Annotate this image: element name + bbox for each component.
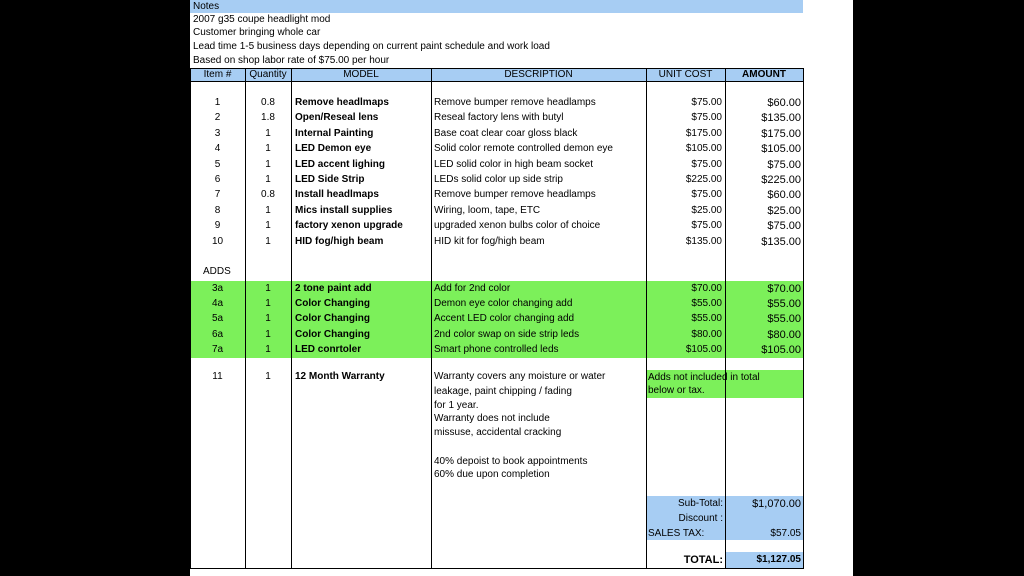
- row-item-number: 3: [214, 127, 221, 139]
- row-item-number: 2: [214, 112, 221, 124]
- row-item-number: 5a: [211, 313, 224, 325]
- notes-header: Notes: [193, 1, 220, 12]
- row-description: Accent LED color changing add: [434, 313, 575, 325]
- row-amount: $75.00: [767, 220, 801, 233]
- row-unit-cost: $75.00: [691, 158, 722, 170]
- row-item-number: 6: [214, 174, 221, 185]
- warranty-desc-line: Warranty does not include: [434, 413, 550, 424]
- row-item-number: 10: [211, 235, 224, 247]
- row-item-number: 4a: [211, 298, 224, 310]
- adds-note-line: below or tax.: [648, 385, 705, 396]
- row-description: upgraded xenon bulbs color of choice: [434, 220, 601, 232]
- row-model: LED accent lighing: [295, 158, 386, 170]
- column-header-quantity: Quantity: [249, 69, 287, 80]
- column-header-description: DESCRIPTION: [504, 69, 573, 80]
- notes-header-band: [190, 0, 803, 13]
- row-amount: $135.00: [761, 235, 801, 248]
- column-header-model: MODEL: [343, 69, 379, 80]
- row-description: LED solid color in high beam socket: [434, 158, 593, 170]
- sales-tax-value: $57.05: [770, 528, 801, 539]
- row-model: LED Side Strip: [295, 174, 365, 185]
- row-unit-cost: $175.00: [685, 127, 722, 139]
- row-unit-cost: $80.00: [691, 328, 722, 340]
- row-quantity: 1: [265, 204, 271, 216]
- row-description: Wiring, loom, tape, ETC: [434, 204, 541, 216]
- row-amount: $105.00: [761, 343, 801, 356]
- row-model: Remove headlmaps: [295, 97, 389, 108]
- row-model: 2 tone paint add: [295, 283, 372, 294]
- discount-label: Discount :: [678, 513, 723, 524]
- row-quantity: 1: [265, 220, 271, 232]
- payment-terms-line: 60% due upon completion: [434, 469, 550, 480]
- row-quantity: 1: [265, 174, 271, 185]
- row-quantity: 1: [265, 328, 271, 340]
- row-amount: $55.00: [767, 313, 801, 326]
- payment-terms-line: 40% depoist to book appointments: [434, 456, 588, 467]
- row-quantity: 1: [265, 343, 271, 355]
- row-quantity: 0.8: [261, 189, 275, 201]
- warranty-desc-line: missuse, accidental cracking: [434, 427, 562, 438]
- row-model: Install headlmaps: [295, 189, 379, 201]
- subtotal-label: Sub-Total:: [677, 498, 723, 509]
- notes-line-2: Customer bringing whole car: [193, 27, 321, 38]
- row-description: Solid color remote controlled demon eye: [434, 143, 613, 155]
- row-quantity: 1: [265, 313, 271, 325]
- row-model: Mics install supplies: [295, 204, 393, 216]
- row-description: HID kit for fog/high beam: [434, 235, 545, 247]
- row-unit-cost: $135.00: [685, 235, 722, 247]
- row-quantity: 0.8: [261, 97, 275, 108]
- total-label: TOTAL:: [683, 554, 723, 566]
- row-item-number: 5: [214, 158, 221, 170]
- subtotal-value: $1,070.00: [752, 498, 801, 510]
- row-description: Base coat clear coar gloss black: [434, 127, 578, 139]
- sales-tax-label: SALES TAX:: [648, 528, 705, 539]
- adds-note-line: Adds not included in total: [648, 372, 760, 383]
- row-description: Demon eye color changing add: [434, 298, 573, 310]
- row-amount: $135.00: [761, 112, 801, 125]
- row-unit-cost: $75.00: [691, 97, 722, 108]
- row-model: Open/Reseal lens: [295, 112, 379, 124]
- adds-label: ADDS: [203, 266, 231, 277]
- row-model: LED conrtoler: [295, 343, 362, 355]
- row-amount: $75.00: [767, 158, 801, 171]
- row-amount: $55.00: [767, 298, 801, 311]
- row-model: Internal Painting: [295, 127, 374, 139]
- row-description: Smart phone controlled leds: [434, 343, 559, 355]
- row-amount: $80.00: [767, 328, 801, 341]
- warranty-item-number: 11: [212, 371, 223, 382]
- row-unit-cost: $225.00: [685, 174, 722, 185]
- row-unit-cost: $105.00: [685, 343, 722, 355]
- row-description: Reseal factory lens with butyl: [434, 112, 564, 124]
- row-unit-cost: $70.00: [691, 283, 722, 294]
- row-unit-cost: $75.00: [691, 189, 722, 201]
- row-description: Remove bumper remove headlamps: [434, 189, 596, 201]
- row-item-number: 1: [214, 97, 221, 108]
- row-amount: $105.00: [761, 143, 801, 156]
- row-model: LED Demon eye: [295, 143, 372, 155]
- row-model: HID fog/high beam: [295, 235, 384, 247]
- row-quantity: 1: [265, 158, 271, 170]
- row-amount: $25.00: [767, 204, 801, 217]
- row-item-number: 7a: [211, 343, 224, 355]
- row-item-number: 9: [214, 220, 221, 232]
- row-amount: $70.00: [767, 283, 801, 295]
- row-amount: $60.00: [767, 97, 801, 109]
- row-unit-cost: $55.00: [691, 298, 722, 310]
- row-item-number: 8: [214, 204, 221, 216]
- notes-line-1: 2007 g35 coupe headlight mod: [193, 14, 331, 25]
- column-header-item: Item #: [203, 69, 232, 80]
- warranty-quantity: 1: [265, 371, 271, 382]
- row-item-number: 7: [214, 189, 221, 201]
- row-description: 2nd color swap on side strip leds: [434, 328, 580, 340]
- row-model: factory xenon upgrade: [295, 220, 403, 232]
- row-quantity: 1: [265, 283, 271, 294]
- row-amount: $225.00: [761, 174, 801, 186]
- row-quantity: 1: [265, 127, 271, 139]
- row-unit-cost: $25.00: [691, 204, 722, 216]
- row-unit-cost: $55.00: [691, 313, 722, 325]
- notes-line-4: Based on shop labor rate of $75.00 per hour: [193, 55, 390, 66]
- column-header-amount: AMOUNT: [742, 69, 786, 80]
- warranty-desc-line: leakage, paint chipping / fading: [434, 386, 572, 397]
- warranty-model: 12 Month Warranty: [295, 371, 385, 382]
- row-quantity: 1: [265, 143, 271, 155]
- row-description: Remove bumper remove headlamps: [434, 97, 596, 108]
- row-unit-cost: $105.00: [685, 143, 722, 155]
- row-amount: $175.00: [761, 127, 801, 140]
- row-description: LEDs solid color up side strip: [434, 174, 563, 185]
- notes-line-3: Lead time 1-5 business days depending on current paint schedule and work load: [193, 41, 550, 52]
- row-unit-cost: $75.00: [691, 220, 722, 232]
- row-description: Add for 2nd color: [434, 283, 511, 294]
- row-amount: $60.00: [767, 189, 801, 202]
- row-quantity: 1: [265, 235, 271, 247]
- warranty-desc-line: Warranty covers any moisture or water: [434, 371, 606, 382]
- row-model: Color Changing: [295, 298, 370, 310]
- warranty-desc-line: for 1 year.: [434, 400, 479, 411]
- row-model: Color Changing: [295, 313, 370, 325]
- row-item-number: 3a: [211, 283, 224, 294]
- row-item-number: 4: [214, 143, 221, 155]
- row-item-number: 6a: [211, 328, 224, 340]
- total-value: $1,127.05: [756, 554, 801, 565]
- row-quantity: 1: [265, 298, 271, 310]
- row-unit-cost: $75.00: [691, 112, 722, 124]
- spreadsheet: [190, 0, 853, 576]
- row-model: Color Changing: [295, 328, 370, 340]
- row-quantity: 1.8: [261, 112, 275, 124]
- column-header-unit-cost: UNIT COST: [658, 69, 713, 80]
